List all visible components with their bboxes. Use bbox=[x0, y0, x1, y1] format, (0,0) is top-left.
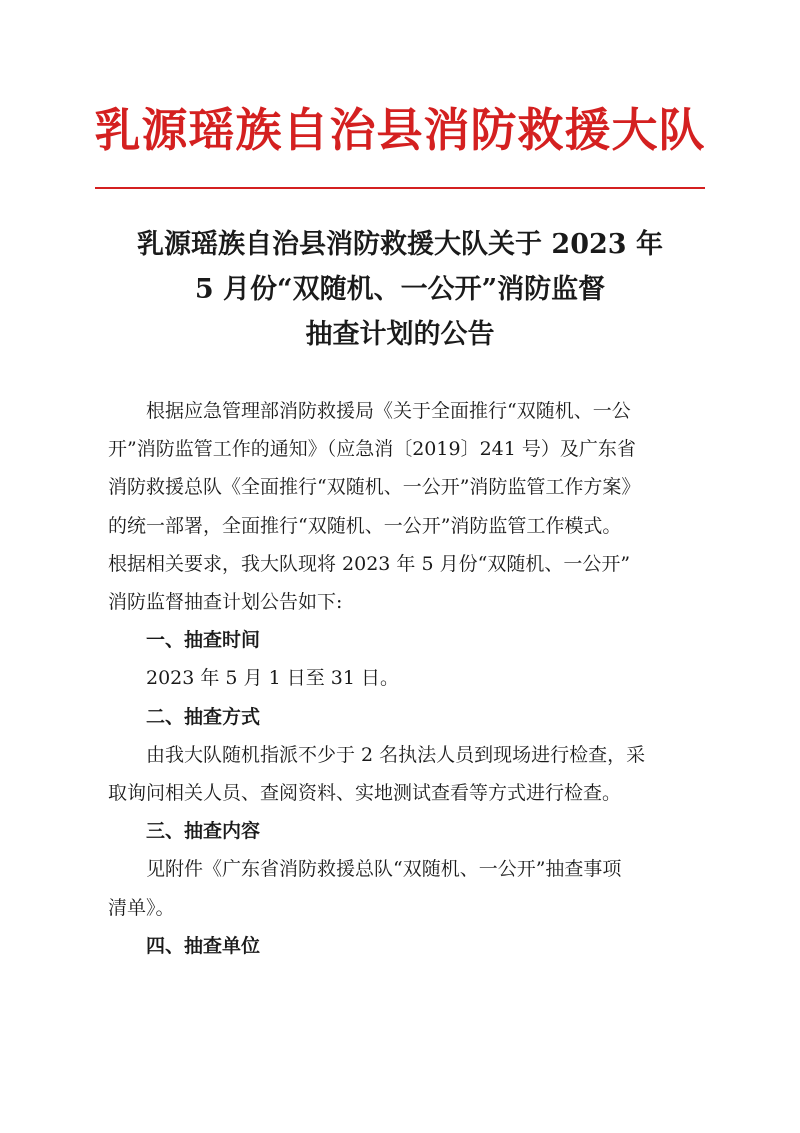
section-method-line-2: 取询问相关人员、查阅资料、实地测试查看等方式进行检查。 bbox=[108, 782, 622, 805]
section-content-line-1: 见附件《广东省消防救援总队“双随机、一公开”抽查事项 bbox=[146, 858, 622, 881]
title-line-2: 5 月份“双随机、一公开”消防监督 bbox=[194, 274, 606, 305]
section-time-line-1: 2023 年 5 月 1 日至 31 日。 bbox=[146, 667, 399, 690]
section-heading-content: 三、抽查内容 bbox=[146, 820, 261, 843]
document-title bbox=[0, 222, 800, 357]
section-content-line-2: 清单》。 bbox=[108, 896, 175, 919]
section-heading-time: 一、抽查时间 bbox=[146, 629, 261, 652]
intro-line-6: 消防监督抽查计划公告如下: bbox=[108, 591, 343, 614]
intro-line-5: 根据相关要求，我大队现将 2023 年 5 月份“双随机、一公开” bbox=[108, 552, 631, 575]
section-heading-method: 二、抽查方式 bbox=[146, 705, 261, 728]
intro-line-3: 消防救援总队《全面推行“双随机、一公开”消防监管工作方案》 bbox=[108, 476, 641, 499]
letterhead-red-rule bbox=[95, 187, 705, 189]
intro-line-1: 根据应急管理部消防救援局《关于全面推行“双随机、一公 bbox=[146, 400, 631, 422]
section-heading-units: 四、抽查单位 bbox=[146, 934, 261, 957]
title-line-1: 乳源瑶族自治县消防救援大队关于 2023 年 bbox=[137, 229, 663, 260]
letterhead-org-name: 乳源瑶族自治县消防救援大队 bbox=[94, 103, 706, 157]
title-line-3: 抽查计划的公告 bbox=[305, 319, 495, 350]
intro-line-2: 开”消防监管工作的通知》（应急消〔2019〕241 号）及广东省 bbox=[108, 438, 636, 461]
intro-line-4: 的统一部署，全面推行“双随机、一公开”消防监管工作模式。 bbox=[108, 514, 622, 537]
document-body bbox=[108, 392, 708, 965]
section-method-line-1: 由我大队随机指派不少于 2 名执法人员到现场进行检查，采 bbox=[146, 743, 646, 766]
